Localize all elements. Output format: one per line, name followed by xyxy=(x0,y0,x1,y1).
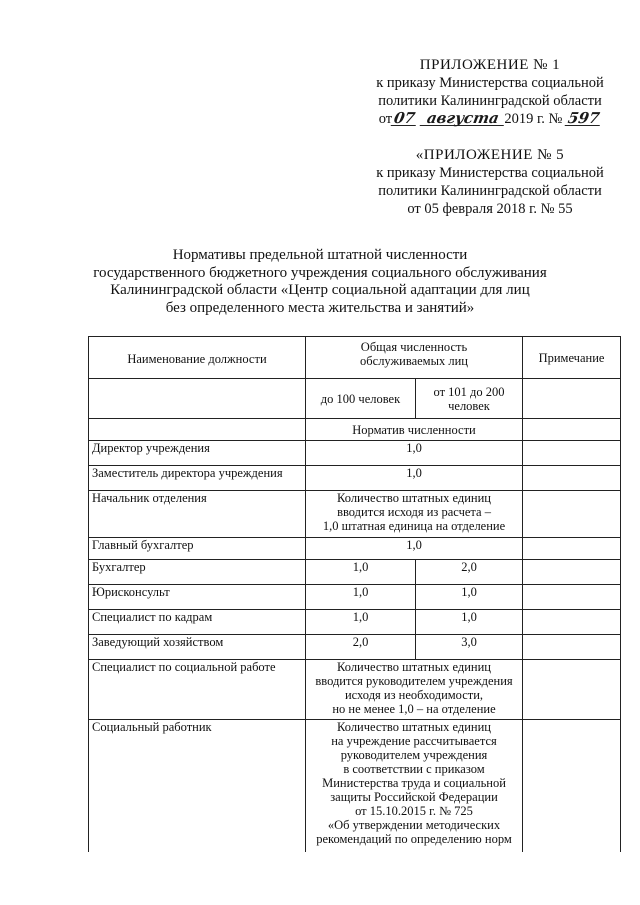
appendix-1-line2: политики Калининградской области xyxy=(378,93,602,109)
col-101-200-header xyxy=(416,379,523,419)
norm-text-line: в соответствии с приказом xyxy=(343,762,485,776)
empty-cell xyxy=(89,379,306,419)
norm-text-line: вводится руководителем учреждения xyxy=(315,674,513,688)
handwritten-month: августа xyxy=(419,111,505,126)
total-served-line: Общая численность xyxy=(360,340,468,354)
norm-value: 1,0 xyxy=(306,441,523,466)
position-name: Заместитель директора учреждения xyxy=(89,466,306,491)
note-cell xyxy=(523,560,621,585)
norm-text-line: Количество штатных единиц xyxy=(337,491,491,505)
note-cell xyxy=(523,538,621,560)
position-name: Заведующий хозяйством xyxy=(89,635,306,660)
appendix-5-title: «ПРИЛОЖЕНИЕ № 5 xyxy=(415,147,565,163)
position-name: Главный бухгалтер xyxy=(89,538,306,560)
position-name: Специалист по кадрам xyxy=(89,610,306,635)
norm-text xyxy=(306,720,523,852)
table-row xyxy=(89,466,621,491)
appendix-5-line2: политики Калининградской области xyxy=(378,183,602,199)
norm-value: 1,0 xyxy=(306,466,523,491)
table-row xyxy=(89,560,621,585)
col-up-to-100-header: до 100 человек xyxy=(306,379,416,419)
empty-cell xyxy=(523,419,621,441)
appendix-1-date-line xyxy=(360,110,620,128)
note-cell xyxy=(523,660,621,720)
table-row xyxy=(89,720,621,852)
norm-text-line: на учреждение рассчитывается xyxy=(331,734,497,748)
norm-text-line: руководителем учреждения xyxy=(340,748,488,762)
norm-text-line: 1,0 штатная единица на отделение xyxy=(322,519,506,533)
norm-text-line: исходя из необходимости, xyxy=(344,688,484,702)
subheader-row xyxy=(89,379,621,419)
title-line: без определенного места жительства и занятий» xyxy=(165,299,475,316)
position-name: Специалист по социальной работе xyxy=(89,660,306,720)
norm-text-line: от 15.10.2015 г. № 725 xyxy=(355,804,473,818)
note-column-header: Примечание xyxy=(523,337,621,379)
table-row xyxy=(89,635,621,660)
table-row xyxy=(89,585,621,610)
note-cell xyxy=(523,720,621,852)
note-cell xyxy=(523,491,621,538)
date-prefix: от xyxy=(378,111,393,127)
norm-text-line: защиты Российской Федерации xyxy=(330,790,498,804)
norm-text-line: но не менее 1,0 – на отделение xyxy=(332,702,496,716)
appendix-1-line1: к приказу Министерства социальной xyxy=(376,75,604,91)
norm-value-up-to-100: 1,0 xyxy=(306,560,416,585)
norm-value-101-200: 1,0 xyxy=(416,610,523,635)
norm-text xyxy=(306,491,523,538)
col-101-200-line: от 101 до 200 xyxy=(433,384,505,399)
norm-text-line: Количество штатных единиц xyxy=(337,720,491,734)
norm-text-line: «Об утверждении методических xyxy=(327,818,501,832)
note-cell xyxy=(523,441,621,466)
date-year: 2019 г. № xyxy=(504,111,563,127)
empty-cell xyxy=(523,379,621,419)
note-cell xyxy=(523,466,621,491)
table-row xyxy=(89,441,621,466)
total-served-header xyxy=(306,337,523,379)
norm-text-line: рекомендаций по определению норм xyxy=(316,832,512,846)
appendix-5-line3: от 05 февраля 2018 г. № 55 xyxy=(407,201,573,217)
empty-cell xyxy=(89,419,306,441)
note-cell xyxy=(523,585,621,610)
norm-text-line: Министерства труда и социальной xyxy=(322,776,506,790)
norm-value: 1,0 xyxy=(306,538,523,560)
staffing-norms-table xyxy=(88,336,621,852)
norm-text xyxy=(306,660,523,720)
title-line: Калининградской области «Центр социальной адаптации для лиц xyxy=(110,282,530,298)
col-101-200-line: человек xyxy=(448,398,490,413)
title-line: Нормативы предельной штатной численности xyxy=(172,247,468,263)
norm-row xyxy=(89,419,621,441)
table-row xyxy=(89,538,621,560)
norm-text-line: Количество штатных единиц xyxy=(337,660,491,674)
position-name: Юрисконсульт xyxy=(89,585,306,610)
position-name: Бухгалтер xyxy=(89,560,306,585)
appendix-5-header xyxy=(360,146,620,218)
position-column-header: Наименование должности xyxy=(89,337,306,379)
note-cell xyxy=(523,610,621,635)
appendix-5-line1: к приказу Министерства социальной xyxy=(376,165,604,181)
table-row xyxy=(89,491,621,538)
norm-value-up-to-100: 1,0 xyxy=(306,585,416,610)
appendix-1-title: ПРИЛОЖЕНИЕ № 1 xyxy=(419,57,561,73)
norm-header: Норматив численности xyxy=(306,419,523,441)
document-title xyxy=(60,247,580,317)
title-line: государственного бюджетного учреждения социального обслуживания xyxy=(93,264,547,281)
norm-value-101-200: 1,0 xyxy=(416,585,523,610)
norm-value-up-to-100: 1,0 xyxy=(306,610,416,635)
norm-value-101-200: 2,0 xyxy=(416,560,523,585)
handwritten-day: 07 xyxy=(392,109,417,127)
position-name: Социальный работник xyxy=(89,720,306,852)
norm-value-101-200: 3,0 xyxy=(416,635,523,660)
handwritten-number: 597 xyxy=(566,109,601,127)
position-name: Начальник отделения xyxy=(89,491,306,538)
appendix-1-header xyxy=(360,56,620,128)
norm-text-line: вводится исходя из расчета – xyxy=(337,505,491,519)
note-cell xyxy=(523,635,621,660)
table-row xyxy=(89,660,621,720)
total-served-line: обслуживаемых лиц xyxy=(360,354,468,368)
header-row xyxy=(89,337,621,379)
table-row xyxy=(89,610,621,635)
position-name: Директор учреждения xyxy=(89,441,306,466)
norm-value-up-to-100: 2,0 xyxy=(306,635,416,660)
